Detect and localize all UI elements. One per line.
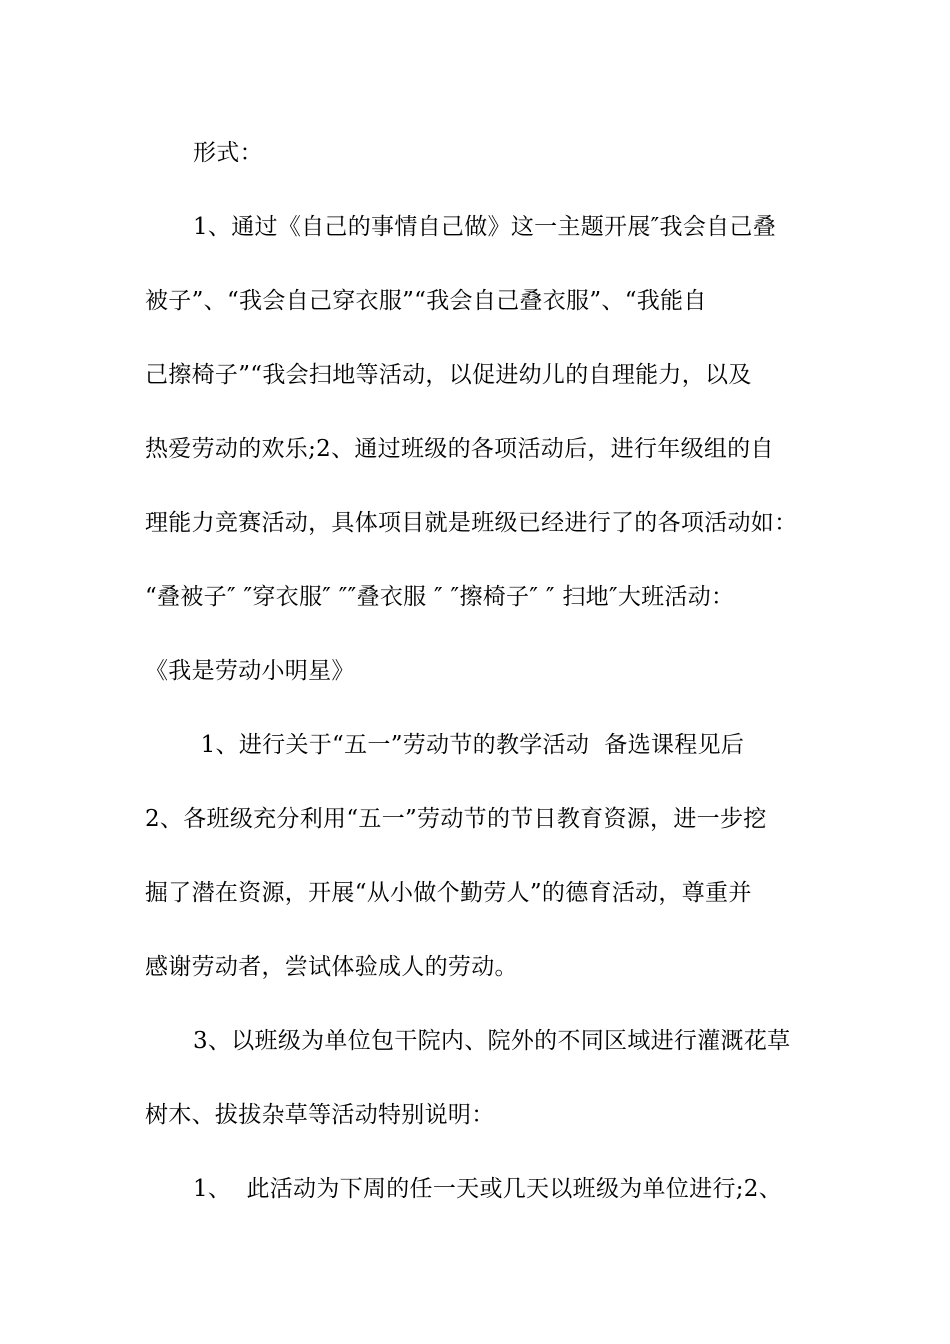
text-line-2: 1、通过《自己的事情自己做》这一主题开展″我会自己叠 [193,214,777,240]
text-line-11: 掘了潜在资源，开展“从小做个勤劳人”的德育活动，尊重并 [145,880,752,906]
text-line-1: 形式： [193,140,263,166]
text-line-12: 感谢劳动者，尝试体验成人的劳动。 [145,954,518,980]
text-line-8: 《我是劳动小明星》 [145,658,355,684]
text-line-4: 己擦椅子”“我会扫地等活动，以促进幼儿的自理能力，以及 [145,362,752,388]
text-line-14: 树木、拔拔杂草等活动特别说明： [145,1102,495,1128]
text-line-15: 1、 此活动为下周的任一天或几天以班级为单位进行;2、 [193,1176,783,1202]
text-line-13: 3、以班级为单位包干院内、院外的不同区域进行灌溉花草 [193,1028,791,1054]
text-line-5: 热爱劳动的欢乐;2、通过班级的各项活动后，进行年级组的自 [145,436,774,462]
text-line-6: 理能力竞赛活动，具体项目就是班级已经进行了的各项活动如： [145,510,798,536]
text-line-9: 1、进行关于“五一”劳动节的教学活动 备选课程见后 [193,732,745,758]
text-line-3: 被子”、“我会自己穿衣服”“我会自己叠衣服”、“我能自 [145,288,707,314]
text-line-7: “叠被子″ ″穿衣服″ ″″叠衣服 ″ ″擦椅子″ ″ 扫地″大班活动： [145,584,735,610]
text-line-10: 2、各班级充分利用“五一”劳动节的节日教育资源，进一步挖 [145,806,767,832]
